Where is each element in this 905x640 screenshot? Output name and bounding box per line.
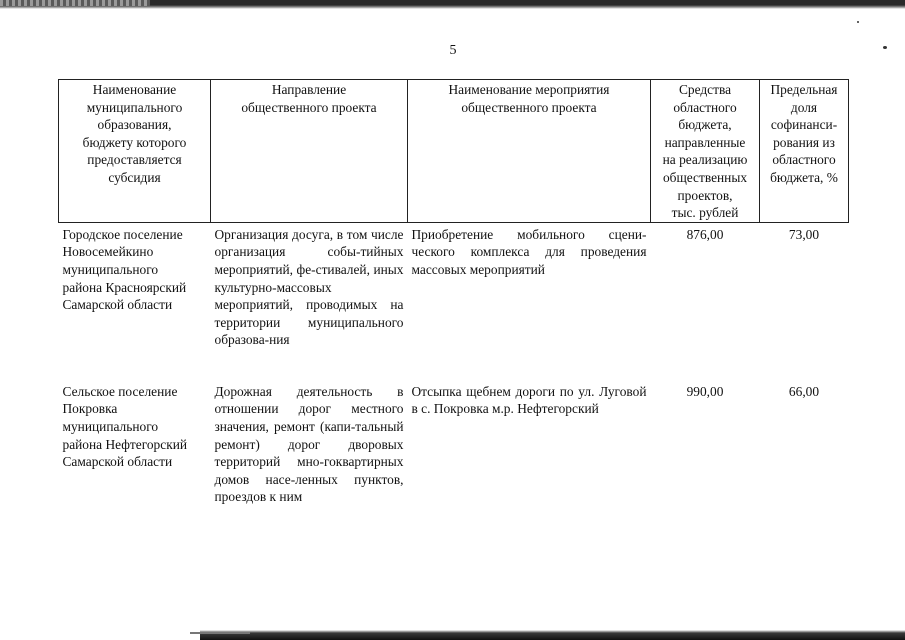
header-municipality-text: Наименование муниципального образования, бюджету которого предоставляется субсидия [82,82,187,185]
cell-event: Приобретение мобильного сцени-ческого комплекса для проведения массовых мероприятий [411,226,647,277]
cell-funds: 990,00 [686,383,724,399]
scan-edge-top-noise [0,0,150,6]
header-municipality [59,80,211,223]
cell-share: 73,00 [788,226,820,242]
cell-municipality-text: Городское поселение Новосемейкино муниципального района Красноярский Самарской области [62,226,187,313]
table-header-row [59,80,849,223]
header-funds [651,80,760,223]
cell-direction: Дорожная деятельность в отношении дорог местного значения, ремонт (капи-тальный ремонт) дорог дворовых территорий мно-гоквартирных домов насе-ленных пунктов, проездов к ним [214,383,404,505]
cell-municipality [59,222,211,380]
scan-speck [857,21,859,23]
page-number: 5 [449,43,457,58]
cell-funds: 876,00 [686,226,724,242]
cell-event: Отсыпка щебнем дороги по ул. Луговой в с. Покровка м.р. Нефтегорский [411,383,647,417]
header-event [408,80,651,223]
subsidy-table [58,79,849,533]
table-row [59,222,849,380]
header-share-text: Предельная доля софинанси- рования из областного бюджета, % [770,82,838,185]
scan-edge-bottom-noise [190,632,250,634]
header-funds-text: Средства областного бюджета, направленные на реализацию общественных проектов, тыс. рублей [662,82,748,221]
cell-share: 66,00 [788,383,820,399]
cell-municipality-text: Сельское поселение Покровка муниципального района Нефтегорский Самарской области [62,383,188,470]
table-row [59,380,849,533]
scan-edge-bottom [200,630,905,640]
header-share [760,80,849,223]
header-direction-text: Направление общественного проекта [241,82,377,115]
scan-speck [883,46,887,49]
header-event-text: Наименование мероприятия общественного проекта [448,82,610,115]
cell-direction: Организация досуга, в том числе организация собы-тийных мероприятий, фе-стивалей, иных культурно-массовых мероприятий, проводимых на территории муниципального образова-ния [214,226,404,348]
header-direction [211,80,408,223]
cell-municipality [59,380,211,533]
